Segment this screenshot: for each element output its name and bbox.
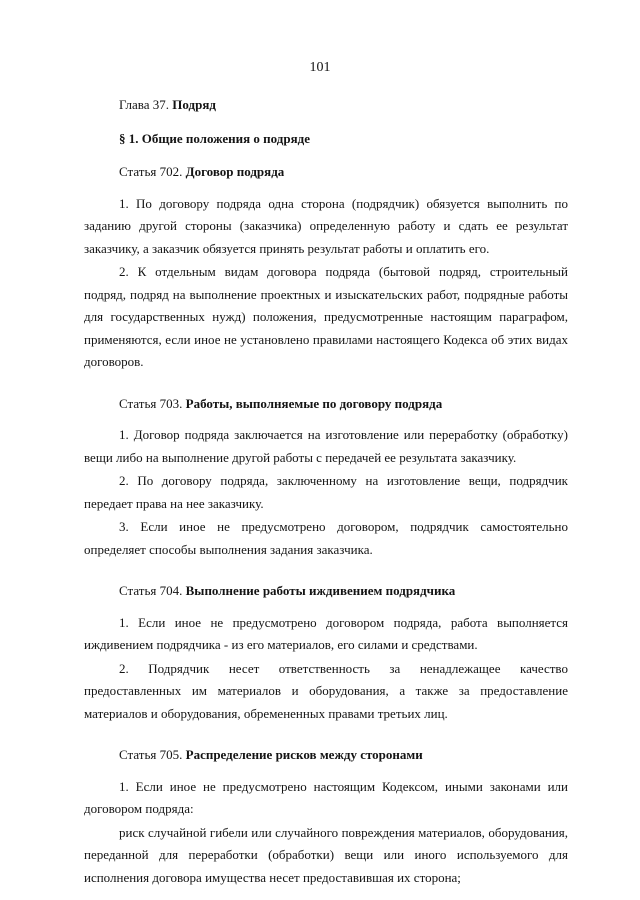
- article-prefix: Статья 704.: [119, 583, 183, 598]
- article-703: [84, 393, 568, 562]
- article-prefix: Статья 703.: [119, 395, 183, 411]
- paragraph: 1. Договор подряда заключается на изготовление или переработку (обработку) вещи либо на выполнение другой работы с передачей ее результата заказчику.: [84, 427, 568, 465]
- paragraph: 1. Если иное не предусмотрено договором подряда, работа выполняется иждивением подрядчика - из его материалов, его силами и средствами.: [84, 614, 568, 652]
- article-title: Распределение рисков между сторонами: [185, 747, 423, 762]
- article-heading: [84, 744, 568, 767]
- chapter-title: Подряд: [172, 97, 216, 112]
- article-prefix: Статья 702.: [119, 164, 183, 179]
- article-heading: [84, 161, 568, 184]
- article-title: Работы, выполняемые по договору подряда: [185, 395, 443, 411]
- paragraph: 2. К отдельным видам договора подряда (бытовой подряд, строительный подряд, подряд на выполнение проектных и изыскательских работ, подрядные работы для государственных нужд) положения, предусмотренные настоящим параграфом, применяются, если иное не установлено правилами настоящего Кодекса об этих видах договоров.: [84, 264, 568, 369]
- article-heading: [84, 580, 568, 603]
- article-title: Выполнение работы иждивением подрядчика: [185, 583, 456, 598]
- paragraph: 1. По договору подряда одна сторона (подрядчик) обязуется выполнить по заданию другой стороны (заказчика) определенную работу и сдать ее результат заказчику, а заказчик обязуется принять результат работы и оплатить его.: [84, 195, 568, 256]
- chapter-heading: [84, 94, 568, 117]
- chapter-prefix: Глава 37.: [119, 97, 170, 112]
- page-number: 101: [309, 60, 331, 75]
- article-heading: [84, 393, 568, 416]
- paragraph: 3. Если иное не предусмотрено договором, подрядчик самостоятельно определяет способы выполнения задания заказчика.: [84, 519, 568, 557]
- section-title: § 1. Общие положения о подряде: [119, 130, 310, 146]
- article-prefix: Статья 705.: [119, 747, 183, 762]
- article-702: [84, 161, 568, 374]
- article-705: [84, 744, 568, 889]
- paragraph: 2. Подрядчик несет ответственность за ненадлежащее качество предоставленных им материалов и оборудования, а также за предоставление материалов и оборудования, обремененных правами третьих лиц.: [84, 660, 568, 721]
- paragraph: риск случайной гибели или случайного повреждения материалов, оборудования, переданной для переработки (обработки) вещи или иного используемого для исполнения договора имущества несет предоставившая их сторона;: [84, 824, 568, 885]
- article-704: [84, 580, 568, 725]
- paragraph: 1. Если иное не предусмотрено настоящим Кодексом, иными законами или договором подряда:: [84, 778, 568, 816]
- document-body: [84, 94, 568, 889]
- paragraph: 2. По договору подряда, заключенному на изготовление вещи, подрядчик передает права на нее заказчику.: [84, 473, 568, 511]
- article-title: Договор подряда: [185, 164, 285, 179]
- section-heading: [84, 128, 568, 151]
